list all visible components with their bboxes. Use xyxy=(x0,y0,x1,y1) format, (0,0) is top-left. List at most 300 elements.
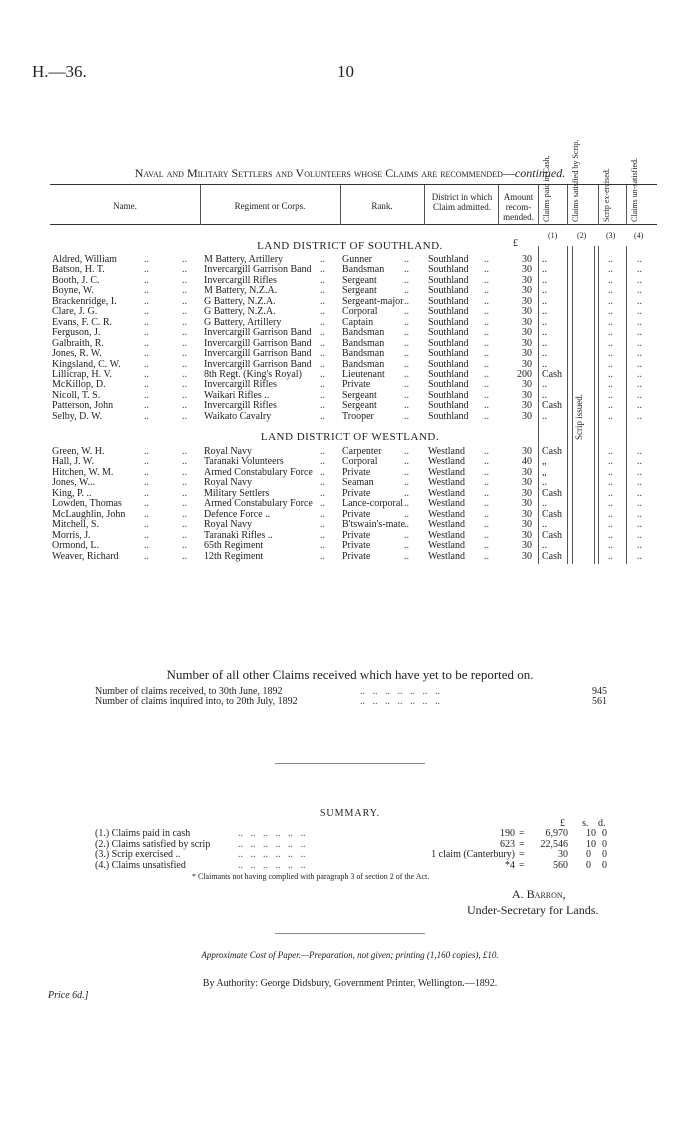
row-cash: .. xyxy=(542,358,547,370)
leader-dots: .. xyxy=(320,316,325,328)
summary-pence: 0 xyxy=(602,859,607,871)
row-regiment: Royal Navy xyxy=(204,446,253,457)
leader-dots: .. xyxy=(404,358,409,370)
row-rank: Corporal xyxy=(342,306,378,318)
table-row xyxy=(52,349,662,359)
document-reference: H.—36. xyxy=(32,62,87,81)
leader-dots: .. xyxy=(404,498,409,510)
row-name: Lillicrap, H. V. xyxy=(52,368,112,380)
row-name: Ferguson, J. xyxy=(52,327,101,339)
leader-dots: .. xyxy=(637,410,642,422)
table-title-main: Naval and Military Settlers and Volunteers whose Claims are recommended— xyxy=(134,166,515,180)
summary-pounds: 560 xyxy=(553,859,568,871)
leader-dots: .. xyxy=(404,264,409,276)
leader-dots: .. xyxy=(484,487,489,499)
leader-dots: .. xyxy=(608,368,613,380)
row-amount: 30 xyxy=(522,379,532,391)
claims-received-label: Number of claims received, to 30th June, 1892 xyxy=(95,686,283,697)
row-regiment: Invercargill Garrison Band xyxy=(204,327,312,339)
row-cash: .. xyxy=(542,337,547,349)
table-row xyxy=(52,360,662,370)
leader-dots: .. xyxy=(404,348,409,360)
row-amount: 30 xyxy=(522,508,532,520)
row-amount: 30 xyxy=(522,498,532,510)
leader-dots: .. xyxy=(404,368,409,380)
row-amount: 30 xyxy=(522,446,532,457)
row-name: Booth, J. C. xyxy=(52,274,100,286)
table-row xyxy=(52,380,662,390)
row-cash: .. xyxy=(542,389,547,401)
leader-dots: .. xyxy=(404,254,409,265)
leader-dots: .. xyxy=(404,540,409,552)
row-amount: 30 xyxy=(522,550,532,562)
row-regiment: 12th Regiment xyxy=(204,550,264,562)
row-amount: 30 xyxy=(522,337,532,349)
leader-dots: .. xyxy=(144,379,149,391)
row-cash: .. xyxy=(542,348,547,360)
section-divider xyxy=(275,933,425,934)
leader-dots: .. xyxy=(404,400,409,412)
col-divider xyxy=(567,185,568,225)
row-district: Westland xyxy=(428,487,465,499)
row-rank: Carpenter xyxy=(342,446,382,457)
table-row xyxy=(52,520,662,530)
leader-dots: .. xyxy=(320,264,325,276)
row-name: Nicoll, T. S. xyxy=(52,389,101,401)
table-title-continued: continued. xyxy=(514,166,566,180)
leader-dots: .. xyxy=(182,316,187,328)
row-rank: Corporal xyxy=(342,456,378,468)
row-regiment: Royal Navy xyxy=(204,519,253,531)
summary-label: (4.) Claims unsatisfied xyxy=(95,859,186,871)
summary-shillings: 0 xyxy=(586,849,591,860)
row-name: McKillop, D. xyxy=(52,379,106,391)
leader-dots: .. xyxy=(182,379,187,391)
row-cash: Cash xyxy=(542,487,562,499)
leader-dots: .. xyxy=(637,368,642,380)
col-divider xyxy=(626,185,627,225)
row-cash: Cash xyxy=(542,550,562,562)
row-rank: Seaman xyxy=(342,477,374,489)
leader-dots: .. xyxy=(320,477,325,489)
leader-dots: .. xyxy=(182,477,187,489)
leader-dots: .. xyxy=(320,379,325,391)
row-cash: „ xyxy=(542,466,547,478)
leader-dots: .. xyxy=(144,358,149,370)
row-cash: .. xyxy=(542,316,547,328)
leader-dots: .. xyxy=(404,274,409,286)
leader-dots: .. xyxy=(320,487,325,499)
row-name: Morris, J. xyxy=(52,529,91,541)
summary-pounds: 22,546 xyxy=(540,838,568,850)
leader-dots: .. xyxy=(484,316,489,328)
leader-dots: .. xyxy=(182,389,187,401)
table-row xyxy=(52,552,662,562)
leader-dots: .. xyxy=(320,410,325,422)
leader-dots: .. xyxy=(484,498,489,510)
summary-pence-header: d. xyxy=(598,818,606,829)
row-district: Westland xyxy=(428,466,465,478)
row-rank: Private xyxy=(342,487,371,499)
leader-dots: .. xyxy=(608,348,613,360)
leader-dots: .. xyxy=(144,285,149,297)
leader-dots: .. xyxy=(608,446,613,457)
row-name: Selby, D. W. xyxy=(52,410,103,422)
leader-dots: .. xyxy=(404,285,409,297)
row-name: Hitchen, W. M. xyxy=(52,466,114,478)
leader-dots: .. xyxy=(404,446,409,457)
leader-dots: .. xyxy=(404,456,409,468)
leader-dots: .. xyxy=(144,368,149,380)
leader-dots: .. xyxy=(608,337,613,349)
leader-dots: .. xyxy=(320,358,325,370)
leader-dots: .. xyxy=(637,285,642,297)
header-regiment: Regiment or Corps. xyxy=(234,201,306,211)
leader-dots: .. .. .. .. .. .. xyxy=(238,859,306,871)
row-district: Westland xyxy=(428,550,465,562)
row-regiment: Waikato Cavalry xyxy=(204,410,272,422)
header-name: Name. xyxy=(113,201,137,211)
leader-dots: .. xyxy=(637,400,642,412)
equals-sign: = xyxy=(519,828,525,839)
row-cash: Cash xyxy=(542,400,562,412)
leader-dots: .. xyxy=(182,550,187,562)
row-amount: 30 xyxy=(522,264,532,276)
row-amount: 30 xyxy=(522,306,532,318)
row-district: Westland xyxy=(428,529,465,541)
row-name: Kingsland, C. W. xyxy=(52,358,121,370)
table-row xyxy=(52,401,662,411)
row-rank: Lance-corporal xyxy=(342,498,404,510)
table-row xyxy=(52,457,662,467)
row-cash: Cash xyxy=(542,368,562,380)
leader-dots: .. xyxy=(404,327,409,339)
leader-dots: .. xyxy=(637,529,642,541)
row-cash: .. xyxy=(542,540,547,552)
row-cash: .. xyxy=(542,410,547,422)
row-rank: Gunner xyxy=(342,254,372,265)
claims-received-value: 945 xyxy=(592,686,607,697)
leader-dots: .. xyxy=(484,540,489,552)
header-scrip: Claims satisfied by Scrip. xyxy=(571,139,580,222)
row-district: Southland xyxy=(428,410,469,422)
row-name: Jones, W... xyxy=(52,477,96,489)
leader-dots: .. xyxy=(637,550,642,562)
leader-dots: .. xyxy=(320,456,325,468)
row-district: Westland xyxy=(428,508,465,520)
row-regiment: 65th Regiment xyxy=(204,540,264,552)
leader-dots: .. xyxy=(144,254,149,265)
leader-dots: .. xyxy=(608,498,613,510)
row-name: Lowden, Thomas xyxy=(52,498,122,510)
row-district: Southland xyxy=(428,379,469,391)
row-name: Clare, J. G. xyxy=(52,306,98,318)
row-amount: 30 xyxy=(522,487,532,499)
leader-dots: .. xyxy=(182,337,187,349)
row-amount: 30 xyxy=(522,410,532,422)
leader-dots: .. xyxy=(320,400,325,412)
leader-dots: .. xyxy=(484,466,489,478)
leader-dots: .. xyxy=(484,508,489,520)
leader-dots: .. xyxy=(637,477,642,489)
section-divider xyxy=(275,763,425,764)
row-rank: Private xyxy=(342,508,371,520)
row-district: Southland xyxy=(428,306,469,318)
leader-dots: .. xyxy=(144,519,149,531)
leader-dots: .. .. .. .. .. .. .. xyxy=(360,686,440,697)
row-district: Westland xyxy=(428,498,465,510)
row-name: Weaver, Richard xyxy=(52,550,119,562)
leader-dots: .. xyxy=(484,456,489,468)
row-amount: 30 xyxy=(522,358,532,370)
leader-dots: .. xyxy=(608,400,613,412)
row-rank: Private xyxy=(342,466,371,478)
header-amount: Amount recom-mended. xyxy=(503,192,534,222)
row-rank: Bandsman xyxy=(342,358,385,370)
leader-dots: .. xyxy=(404,337,409,349)
row-district: Southland xyxy=(428,295,469,307)
leader-dots: .. xyxy=(404,477,409,489)
row-regiment: 8th Regt. (King's Royal) xyxy=(204,368,302,380)
leader-dots: .. xyxy=(484,274,489,286)
row-name: Ormond, L. xyxy=(52,540,99,552)
leader-dots: .. xyxy=(608,295,613,307)
row-regiment: G Battery, N.Z.A. xyxy=(204,306,276,318)
row-rank: Trooper xyxy=(342,410,374,422)
leader-dots: .. xyxy=(608,550,613,562)
leader-dots: .. xyxy=(637,487,642,499)
leader-dots: .. xyxy=(484,327,489,339)
row-regiment: G Battery, N.Z.A. xyxy=(204,295,276,307)
row-amount: 30 xyxy=(522,327,532,339)
leader-dots: .. xyxy=(320,295,325,307)
leader-dots: .. xyxy=(144,306,149,318)
leader-dots: .. xyxy=(404,316,409,328)
summary-shillings-header: s. xyxy=(582,818,589,829)
leader-dots: .. xyxy=(484,264,489,276)
col-divider xyxy=(598,185,599,225)
leader-dots: .. xyxy=(144,327,149,339)
leader-dots: .. xyxy=(608,285,613,297)
leader-dots: .. xyxy=(182,295,187,307)
summary-label: (2.) Claims satisfied by scrip xyxy=(95,838,211,850)
row-rank: Lieutenant xyxy=(342,368,385,380)
row-cash: Cash xyxy=(542,508,562,520)
row-district: Westland xyxy=(428,519,465,531)
row-rank: Private xyxy=(342,529,371,541)
leader-dots: .. xyxy=(320,446,325,457)
header-district: District in which Claim admitted. xyxy=(431,192,493,212)
row-name: Galbraith, R. xyxy=(52,337,104,349)
leader-dots: .. xyxy=(320,337,325,349)
leader-dots: .. xyxy=(608,379,613,391)
row-regiment: Invercargill Garrison Band xyxy=(204,264,312,276)
leader-dots: .. xyxy=(608,327,613,339)
row-district: Southland xyxy=(428,316,469,328)
leader-dots: .. xyxy=(637,295,642,307)
leader-dots: .. xyxy=(608,466,613,478)
leader-dots: .. xyxy=(320,348,325,360)
leader-dots: .. xyxy=(182,446,187,457)
row-rank: Bandsman xyxy=(342,264,385,276)
table-row xyxy=(52,541,662,551)
leader-dots: .. xyxy=(182,264,187,276)
row-amount: 30 xyxy=(522,400,532,412)
row-rank: Private xyxy=(342,550,371,562)
leader-dots: .. xyxy=(320,254,325,265)
leader-dots: .. xyxy=(637,306,642,318)
leader-dots: .. xyxy=(637,508,642,520)
leader-dots: .. xyxy=(637,540,642,552)
row-regiment: Invercargill Garrison Band xyxy=(204,358,312,370)
row-rank: Sergeant xyxy=(342,285,377,297)
leader-dots: .. xyxy=(484,254,489,265)
row-amount: 30 xyxy=(522,477,532,489)
leader-dots: .. xyxy=(182,358,187,370)
row-cash: .. xyxy=(542,477,547,489)
leader-dots: .. xyxy=(637,466,642,478)
summary-label: (1.) Claims paid in cash xyxy=(95,828,191,839)
row-cash: .. xyxy=(542,306,547,318)
row-name: Brackenridge, I. xyxy=(52,295,117,307)
row-cash: .. xyxy=(542,379,547,391)
leader-dots: .. xyxy=(144,410,149,422)
summary-pence: 0 xyxy=(602,828,607,839)
leader-dots: .. xyxy=(608,358,613,370)
summary-shillings: 10 xyxy=(586,838,596,850)
leader-dots: .. xyxy=(320,327,325,339)
leader-dots: .. xyxy=(608,306,613,318)
leader-dots: .. xyxy=(484,379,489,391)
row-regiment: Invercargill Rifles xyxy=(204,274,277,286)
row-amount: 30 xyxy=(522,348,532,360)
claims-inquired-value: 561 xyxy=(592,696,607,707)
leader-dots: .. xyxy=(637,264,642,276)
leader-dots: .. xyxy=(144,550,149,562)
row-cash: .. xyxy=(542,327,547,339)
leader-dots: .. xyxy=(144,466,149,478)
leader-dots: .. xyxy=(484,295,489,307)
leader-dots: .. xyxy=(484,529,489,541)
leader-dots: .. xyxy=(144,529,149,541)
leader-dots: .. xyxy=(404,306,409,318)
leader-dots: .. xyxy=(608,316,613,328)
row-amount: 30 xyxy=(522,254,532,265)
leader-dots: .. xyxy=(144,498,149,510)
leader-dots: .. xyxy=(320,550,325,562)
leader-dots: .. xyxy=(637,498,642,510)
leader-dots: .. xyxy=(484,519,489,531)
signature-title: Under-Secretary for Lands. xyxy=(467,903,599,917)
leader-dots: .. xyxy=(144,295,149,307)
leader-dots: .. xyxy=(608,529,613,541)
leader-dots: .. xyxy=(144,337,149,349)
row-cash: „ xyxy=(542,456,547,468)
row-regiment: Military Settlers xyxy=(204,487,270,499)
leader-dots: .. xyxy=(182,254,187,265)
leader-dots: .. xyxy=(182,400,187,412)
row-district: Southland xyxy=(428,358,469,370)
row-regiment: Invercargill Rifles xyxy=(204,379,277,391)
row-cash: .. xyxy=(542,254,547,265)
leader-dots: .. xyxy=(182,498,187,510)
row-amount: 30 xyxy=(522,466,532,478)
row-rank: Private xyxy=(342,379,371,391)
row-district: Southland xyxy=(428,327,469,339)
leader-dots: .. xyxy=(637,379,642,391)
row-rank: Sergeant xyxy=(342,274,377,286)
row-name: Aldred, William xyxy=(52,254,117,265)
leader-dots: .. xyxy=(144,477,149,489)
leader-dots: .. xyxy=(637,446,642,457)
cost-note: Approximate Cost of Paper.—Preparation, not given; printing (1,160 copies), £10. xyxy=(201,950,499,960)
row-district: Southland xyxy=(428,368,469,380)
row-regiment: Waikari Rifles .. xyxy=(204,389,270,401)
leader-dots: .. xyxy=(484,306,489,318)
row-regiment: M Battery, Artillery xyxy=(204,254,284,265)
row-name: Evans, F. C. R. xyxy=(52,316,113,328)
leader-dots: .. xyxy=(608,519,613,531)
row-name: Jones, R. W. xyxy=(52,348,102,360)
row-regiment: Armed Constabulary Force xyxy=(204,466,313,478)
row-rank: Bandsman xyxy=(342,327,385,339)
row-cash: .. xyxy=(542,519,547,531)
row-amount: 30 xyxy=(522,519,532,531)
equals-sign: = xyxy=(519,838,525,850)
row-rank: Sergeant xyxy=(342,389,377,401)
table-title xyxy=(0,166,700,181)
leader-dots: .. xyxy=(182,410,187,422)
summary-count: 623 xyxy=(500,838,515,850)
leader-dots: .. xyxy=(404,295,409,307)
row-cash: Cash xyxy=(542,446,562,457)
leader-dots: .. xyxy=(182,456,187,468)
leader-dots: .. xyxy=(404,519,409,531)
row-name: McLaughlin, John xyxy=(52,508,126,520)
row-district: Southland xyxy=(428,285,469,297)
summary-pounds-header: £ xyxy=(560,818,565,829)
table-row xyxy=(52,478,662,488)
leader-dots: .. xyxy=(404,389,409,401)
row-regiment: Invercargill Rifles xyxy=(204,400,277,412)
header-cash: Claims paid in Cash. xyxy=(542,155,551,222)
summary-pounds: 30 xyxy=(558,849,568,860)
equals-sign: = xyxy=(519,859,525,871)
row-amount: 40 xyxy=(522,456,532,468)
leader-dots: .. xyxy=(608,389,613,401)
table-row xyxy=(52,328,662,338)
table-header-rule xyxy=(50,224,657,225)
leader-dots: .. xyxy=(608,477,613,489)
row-name: Mitchell, S. xyxy=(52,519,99,531)
leader-dots: .. xyxy=(637,348,642,360)
leader-dots: .. xyxy=(144,389,149,401)
leader-dots: .. xyxy=(144,540,149,552)
leader-dots: .. xyxy=(182,508,187,520)
leader-dots: .. .. .. .. .. .. xyxy=(238,849,306,860)
other-claims-title: Number of all other Claims received which have yet to be reported on. xyxy=(166,667,534,682)
leader-dots: .. xyxy=(637,316,642,328)
row-district: Westland xyxy=(428,456,465,468)
leader-dots: .. xyxy=(608,274,613,286)
summary-title: SUMMARY. xyxy=(319,808,381,819)
summary-pence: 0 xyxy=(602,838,607,850)
row-amount: 200 xyxy=(517,368,532,380)
row-name: Hall, J. W. xyxy=(52,456,94,468)
table-top-rule xyxy=(50,184,657,185)
leader-dots: .. xyxy=(320,466,325,478)
leader-dots: .. xyxy=(320,519,325,531)
